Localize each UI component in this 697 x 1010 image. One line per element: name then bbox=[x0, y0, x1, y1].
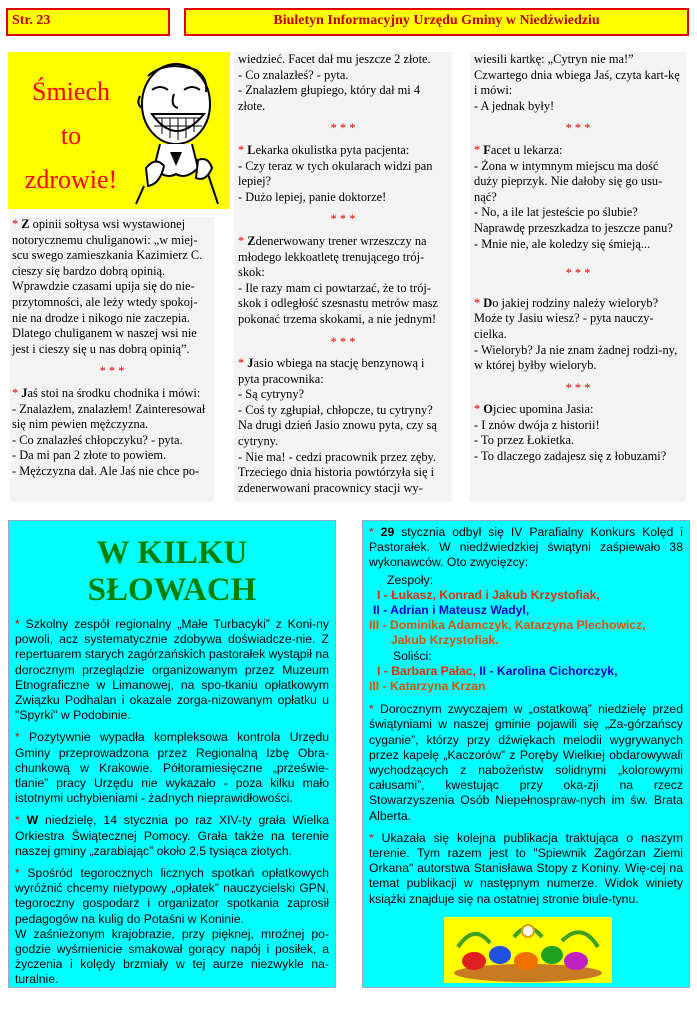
bullet-star: * bbox=[15, 866, 28, 881]
soloist-2: II - Karolina Cichorczyk, bbox=[475, 663, 618, 678]
joke-line: - Żona w intymnym miejscu ma dość duży pieprzyk. Nie dałoby się go usu-nąć? bbox=[474, 158, 663, 204]
joke-line: - Mężczyzna dał. Ale Jaś nie chce po- bbox=[12, 463, 200, 478]
jokes-column-2 bbox=[234, 52, 452, 502]
laughing-man-illustration bbox=[126, 56, 226, 206]
news-lead: 29 bbox=[380, 525, 395, 539]
bullet-star: * bbox=[15, 813, 27, 828]
joke-line: - A jednak były! bbox=[474, 98, 555, 113]
humor-banner bbox=[8, 52, 230, 209]
page-number: Str. 23 bbox=[6, 8, 170, 36]
news-item-continued: W zaśnieżonym krajobrazie, przy pięknej, mroźnej po-godzie wyśmienicie smakował gorący napój i posiłek, a życzenia i kolędy brzmiały w tej aurze niezwykle na-turalnie. bbox=[15, 926, 329, 987]
joke-lead-letter: F bbox=[483, 142, 491, 157]
heading-line-2: SŁOWACH bbox=[87, 572, 257, 608]
joke-text: o jakiej rodziny należy wieloryb? Może ty Jasiu wiesz? - pyta nauczy-cielka. bbox=[474, 295, 659, 341]
joke-lead-letter: O bbox=[483, 402, 493, 417]
news-item bbox=[369, 702, 683, 824]
news-item bbox=[369, 831, 683, 907]
news-text: niedzielę, 14 stycznia po raz XIV-ty grała Wielka Orkiestra Świątecznej Pomocy. Grała także na terenie naszej gminy „zarabiając” około 2,5 tysiąca złotych. bbox=[15, 813, 329, 858]
news-lead: W bbox=[26, 813, 39, 828]
joke-text: jciec upomina Jasia: bbox=[492, 402, 594, 417]
bullet-star: * bbox=[474, 295, 484, 310]
joke-line: - Znalazłem, znalazłem! Zainteresował się nim pewien mężczyzna. bbox=[12, 401, 206, 432]
bullet-star: * bbox=[12, 217, 22, 231]
news-text: zkolny zespół regionalny „Małe Turbacyki” z Koni-ny powoli, acz systematycznie zdobywa doświadcze-nie. Z repertuarem starych zagórzańskich pastorałek wystąpił na dorocznym przeglądzie organizowanym przez Muzeum Etnograficzne w Limanowej, na spo-tkaniu opłatkowym Związku Podhalan i okazale zorga-nizowanym opłatku u "Spyrki" w Podobinie. bbox=[15, 617, 329, 723]
joke-line: - Dużo lepiej, panie doktorze! bbox=[238, 189, 387, 204]
jokes-column-3 bbox=[470, 52, 686, 502]
news-text: orocznym zwyczajem w „ostatkową” niedzielę przed świątyniami w naszej gminie pojawili się „Za-górzańscy cyganie”, którzy przy dźwiękach melodii wygrywanych przez kapelę „Kaczorów” z Poręby Wielkiej obdarowywali wychodzących z nabożeństw solidnymi „kolorowymi całusami”, kwestując przy oka-zji na rzecz Stowarzyszenia Osób Niepełnospraw-nych im św. Brata Alberta. bbox=[369, 702, 683, 823]
news-text: ozytywnie wypadła kompleksowa kontrola Urzędu Gminy przeprowadzona przez Regionalną Izbę Obra-chunkową w Krakowie. Półtoramiesięczne „prześwie-tlanie” pracy Urzędu nie wykazało - poza kilku mało istotnymi uchybieniami - żadnych nieprawidłowości. bbox=[15, 730, 329, 806]
joke-5 bbox=[238, 356, 448, 387]
jokes-column-1 bbox=[10, 217, 214, 502]
soloist-1: I - Barbara Pałac, bbox=[377, 663, 476, 678]
news-item bbox=[369, 525, 683, 571]
news-briefs-panel bbox=[8, 520, 336, 988]
news-item bbox=[15, 617, 329, 723]
joke-lead-letter: D bbox=[483, 295, 493, 310]
joke-line: - No, a ile lat jesteście po ślubie? Naprawdę przeszkadza to jeszcze panu? bbox=[474, 205, 673, 235]
bullet-star: * bbox=[369, 702, 381, 717]
humor-word-1: Śmiech bbox=[32, 77, 110, 106]
joke-7 bbox=[474, 296, 682, 343]
bullet-star: * bbox=[238, 142, 248, 157]
groups-label: Zespoły: bbox=[387, 572, 434, 587]
joke-text: aś stoi na środku chodnika i mówi: bbox=[27, 385, 201, 400]
news-lead: D bbox=[380, 702, 389, 717]
joke-lead-letter: Z bbox=[21, 217, 30, 231]
bullet-star: * bbox=[474, 402, 484, 417]
joke-3 bbox=[238, 143, 448, 159]
joke-6 bbox=[474, 143, 682, 159]
joke-line: - Wieloryb? Ja nie znam żadnej rodzi-ny, w której byłby wieloryb. bbox=[474, 342, 678, 373]
joke-line: wiedzieć. Facet dał mu jeszcze 2 złote. bbox=[238, 52, 431, 66]
separator: * * * bbox=[565, 380, 591, 395]
winner-group-3: III - Dominika Adamczyk, Katarzyna Plechowicz, bbox=[369, 618, 646, 633]
winner-group-2: II - Adrian i Mateusz Wadyl, bbox=[373, 603, 530, 618]
easter-eggs-icon bbox=[444, 917, 612, 983]
joke-text: ekarka okulistka pyta pacjenta: bbox=[255, 142, 410, 157]
bullet-star: * bbox=[12, 385, 22, 400]
bullet-star: * bbox=[238, 233, 248, 248]
news-text: pośród tegorocznych licznych spotkań opłatkowych wyróżnić chcemy nietypowy „opłatek” nauczycielski GPN, tegoroczny gospodarz i organizator spotkania zaprosił pedagogów na kulig do Potaśni w Koninie. bbox=[15, 866, 329, 926]
joke-line: wiesili kartkę: „Cytryn nie ma!” Czwartego dnia wbiega Jaś, czyta kart-kę i mówi: bbox=[474, 52, 680, 98]
soloists-row bbox=[377, 664, 683, 679]
news-text: stycznia odbył się IV Parafialny Konkurs Kolęd i Pastorałek. W niedźwiedzkiej świątyni zaśpiewało 38 wykonawców. Oto zwycięzcy: bbox=[369, 525, 683, 570]
joke-line: - Co znalazłeś? - pyta. bbox=[238, 67, 349, 82]
bullet-star: * bbox=[15, 730, 30, 745]
joke-1 bbox=[12, 217, 212, 357]
joke-text: acet u lekarza: bbox=[490, 142, 563, 157]
joke-line: - Czy teraz w tych okularach widzi pan lepiej? bbox=[238, 158, 433, 189]
joke-8 bbox=[474, 402, 682, 418]
separator: * * * bbox=[330, 334, 356, 349]
joke-line: - To dlaczego zadajesz się z łobuzami? bbox=[474, 449, 667, 464]
joke-4 bbox=[238, 234, 448, 281]
heading-line-1: W KILKU bbox=[96, 535, 248, 571]
joke-line: - Ile razy mam ci powtarzać, że to trój-skok i odległość szesnastu metrów masz pokonać trzema skokami, a nie jednym! bbox=[238, 280, 438, 326]
joke-lead-letter: J bbox=[21, 385, 28, 400]
news-text: kazała się kolejna publikacja traktująca o naszym terenie. Tym razem jest to "Spiewnik Zagórzan Ziemi Orkana" autorstwa Stanisława Stopy z Koniny. Wię-cej na temat publikacji w następnym numerze. Widok winiety książki znajduje się na ostatniej stronie biule-tynu. bbox=[369, 830, 683, 906]
humor-title bbox=[16, 70, 126, 202]
joke-text: asio wbiega na stację benzynową i pyta pracownika: bbox=[238, 356, 425, 386]
humor-word-2: to bbox=[60, 121, 82, 150]
easter-basket-illustration bbox=[444, 917, 612, 983]
news-lead: S bbox=[25, 617, 34, 631]
bullet-star: * bbox=[369, 525, 381, 539]
soloist-3: III - Katarzyna Krzan bbox=[369, 679, 486, 694]
bulletin-title: Biuletyn Informacyjny Urzędu Gminy w Niedźwiedziu bbox=[184, 8, 689, 36]
joke-line: - Mnie nie, ale koledzy się śmieją... bbox=[474, 236, 651, 251]
joke-line: - Znalazłem głupiego, który dał mi 4 złote. bbox=[238, 83, 421, 113]
joke-2 bbox=[12, 386, 212, 402]
joke-lead-letter: J bbox=[247, 356, 254, 371]
bullet-star: * bbox=[369, 830, 382, 845]
winner-group-1: I - Łukasz, Konrad i Jakub Krzystofiak, bbox=[377, 587, 600, 602]
separator: * * * bbox=[330, 212, 356, 227]
joke-line: - Są cytryny? bbox=[238, 387, 305, 402]
bullet-star: * bbox=[238, 356, 248, 371]
separator: * * * bbox=[565, 121, 591, 136]
soloists-label: Soliści: bbox=[393, 648, 432, 663]
news-item bbox=[15, 813, 329, 859]
news-item bbox=[15, 730, 329, 806]
joke-line: - Coś ty zgłupiał, chłopcze, tu cytryny? Na drugi dzień Jasio znowu pyta, czy są cytryny. bbox=[238, 402, 437, 449]
bullet-star: * bbox=[474, 142, 484, 157]
humor-word-3: zdrowie! bbox=[24, 165, 118, 194]
joke-lead-letter: L bbox=[247, 142, 256, 157]
joke-line: - Da mi pan 2 złote to powiem. bbox=[12, 448, 167, 463]
joke-text: opinii sołtysa wsi wystawionej notorycznemu chuliganowi: „w miej-scu swego zamieszkania Kazimierz C. cieszy się bardzo dobrą opinią. Wprawdzie czasami upija się do nie-przytomności, ale leży wtedy spokoj-nie na drodze i nikogo nie zaczepia. Dlatego chuliganem w naszej wsi nie jest i cieszy się u nas dobrą opinią”. bbox=[12, 217, 203, 356]
joke-line: - I znów dwója z historii! bbox=[474, 417, 600, 432]
joke-line: - Co znalazłeś chłopczyku? - pyta. bbox=[12, 432, 183, 447]
section-heading bbox=[15, 535, 329, 609]
winner-group-3-cont: Jakub Krzystofiak. bbox=[391, 633, 499, 648]
news-lead: U bbox=[381, 830, 391, 845]
winners-list bbox=[369, 573, 683, 695]
separator: * * * bbox=[99, 364, 125, 379]
news-item bbox=[15, 866, 329, 927]
joke-lead-letter: Z bbox=[247, 233, 256, 248]
joke-line: - Nie ma! - cedzi pracownik przez zęby. Trzeciego dnia historia powtórzyła się i zdenerwowani pracownicy stacji wy- bbox=[238, 449, 437, 495]
joke-line: - To przez Łokietka. bbox=[474, 433, 575, 448]
news-lead: S bbox=[27, 866, 36, 881]
news-lead: P bbox=[29, 730, 38, 745]
bullet-star: * bbox=[15, 617, 26, 631]
separator: * * * bbox=[565, 266, 591, 281]
separator: * * * bbox=[330, 121, 356, 136]
joke-text: denerwowany trener wrzeszczy na młodego lekkoatletę trenującego trój-skok: bbox=[238, 233, 427, 280]
